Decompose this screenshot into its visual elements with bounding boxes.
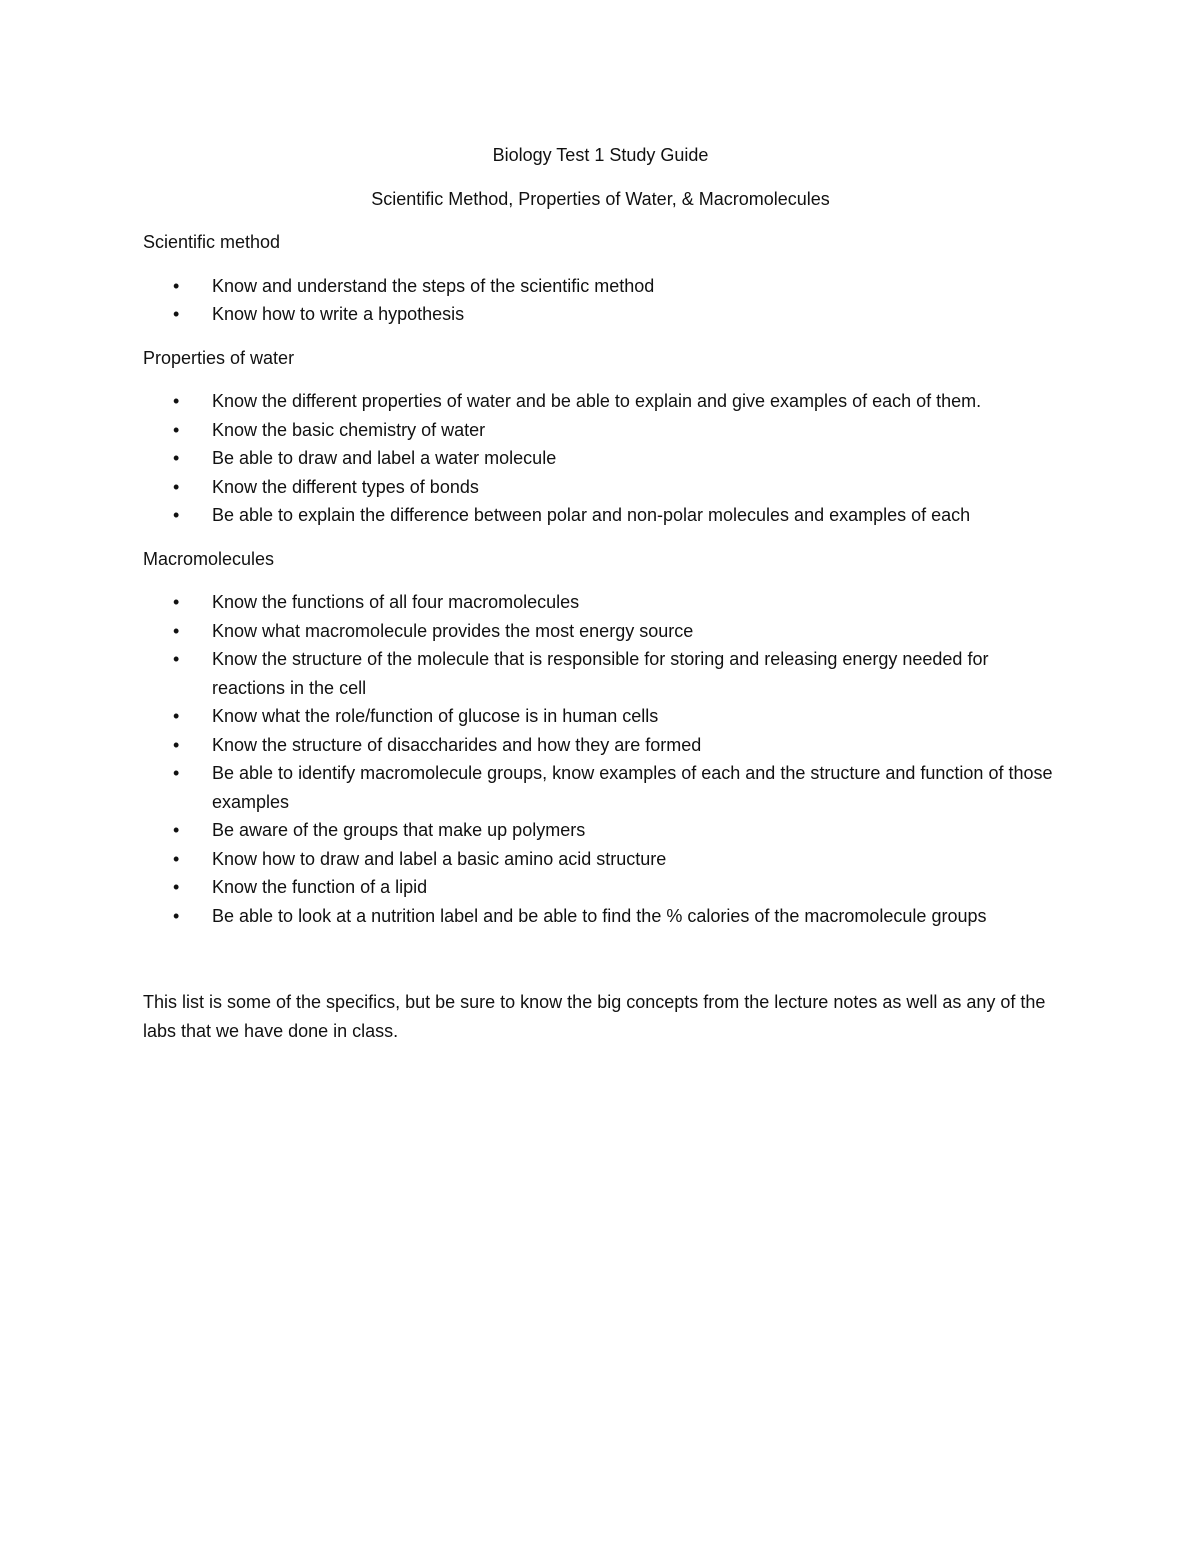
list-item <box>143 501 1058 530</box>
bullet-icon: • <box>173 706 180 726</box>
bullet-icon: • <box>173 448 180 468</box>
list-item <box>143 873 1058 902</box>
section-heading-properties-of-water: Properties of water <box>143 347 295 368</box>
list-item <box>143 845 1058 874</box>
bullet-icon: • <box>173 275 180 296</box>
list-item <box>143 617 1058 646</box>
list-item-text: Know how to write a hypothesis <box>212 304 465 324</box>
closing-note: This list is some of the specifics, but be sure to know the big concepts from the lecture notes as well as any of the labs that we have done in class. <box>143 992 1046 1041</box>
list-item-text: Be able to look at a nutrition label and be able to find the % calories of the macromolecule groups <box>212 905 987 926</box>
bullet-icon: • <box>173 476 180 497</box>
list-item-text: Know what the role/function of glucose is in human cells <box>212 706 659 726</box>
bullet-icon: • <box>173 419 180 440</box>
list-item-text: Know the different types of bonds <box>212 476 479 497</box>
list-item <box>143 416 1058 445</box>
list-item-text: Know and understand the steps of the scientific method <box>212 275 655 296</box>
list-item-text: Know the function of a lipid <box>212 877 428 897</box>
bullet-icon: • <box>173 391 180 411</box>
bullet-icon: • <box>173 848 180 869</box>
list-item-text: Be able to explain the difference between polar and non-polar molecules and examples of each <box>212 505 971 525</box>
list-item <box>143 272 1058 301</box>
bullet-icon: • <box>173 304 180 324</box>
bullet-icon: • <box>173 505 180 525</box>
bullet-icon: • <box>173 734 180 755</box>
bullet-icon: • <box>173 649 180 669</box>
list-item-text: Know how to draw and label a basic amino acid structure <box>212 848 667 869</box>
list-item <box>143 702 1058 731</box>
document-body <box>143 141 1058 1045</box>
document-subtitle: Scientific Method, Properties of Water, & Macromolecules <box>371 188 830 209</box>
list-item-text: Be able to draw and label a water molecule <box>212 448 557 468</box>
list-item <box>143 731 1058 760</box>
properties-of-water-list <box>143 387 1058 530</box>
document-title: Biology Test 1 Study Guide <box>492 145 709 165</box>
scientific-method-list <box>143 272 1058 329</box>
bullet-icon: • <box>173 763 180 783</box>
bullet-icon: • <box>173 877 180 897</box>
list-item <box>143 300 1058 329</box>
bullet-icon: • <box>173 820 180 840</box>
bullet-icon: • <box>173 620 180 641</box>
bullet-icon: • <box>173 592 180 612</box>
macromolecules-list <box>143 588 1058 930</box>
list-item-text: Know the structure of the molecule that is responsible for storing and releasing energy needed for reactions in the cell <box>212 649 989 698</box>
list-item <box>143 444 1058 473</box>
list-item <box>143 387 1058 416</box>
list-item-text: Know the structure of disaccharides and how they are formed <box>212 734 702 755</box>
section-heading-scientific-method: Scientific method <box>143 232 281 252</box>
list-item-text: Know the different properties of water and be able to explain and give examples of each of them. <box>212 391 982 411</box>
bullet-icon: • <box>173 905 180 926</box>
list-item-text: Be aware of the groups that make up polymers <box>212 820 586 840</box>
list-item-text: Know the functions of all four macromolecules <box>212 592 580 612</box>
list-item <box>143 588 1058 617</box>
section-heading-macromolecules: Macromolecules <box>143 548 275 569</box>
list-item <box>143 816 1058 845</box>
list-item-text: Be able to identify macromolecule groups, know examples of each and the structure and function of those examples <box>212 763 1053 812</box>
list-item <box>143 473 1058 502</box>
list-item <box>143 759 1058 816</box>
list-item <box>143 902 1058 931</box>
list-item-text: Know the basic chemistry of water <box>212 419 486 440</box>
list-item <box>143 645 1058 702</box>
list-item-text: Know what macromolecule provides the most energy source <box>212 620 694 641</box>
